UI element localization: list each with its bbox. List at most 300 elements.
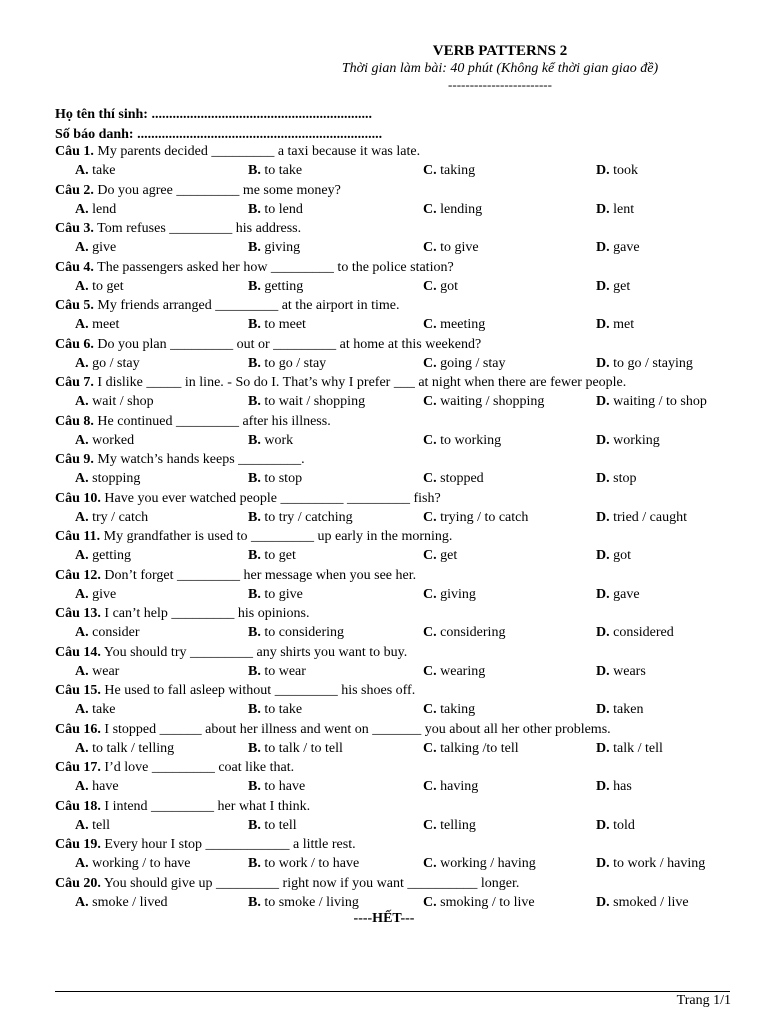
answer-option-d [596, 392, 707, 411]
question-text: Do you agree _________ me some money? [93, 182, 341, 198]
option-text: go / stay [88, 355, 140, 371]
option-letter: A. [75, 625, 89, 641]
question-10 [55, 489, 626, 508]
candidate-info [55, 105, 382, 144]
question-2 [55, 181, 626, 200]
question-17 [55, 758, 626, 777]
answer-option-b [248, 739, 343, 758]
option-text: smoke / lived [88, 894, 168, 910]
option-letter: A. [75, 663, 89, 679]
option-text: to talk / telling [88, 740, 175, 756]
answer-option-b [248, 469, 302, 488]
question-6 [55, 335, 626, 354]
option-letter: B. [248, 702, 261, 718]
answer-option-d [596, 354, 693, 373]
footer-rule [55, 991, 730, 992]
option-text: to considering [260, 625, 345, 641]
question-text: Don’t forget _________ her message when you see her. [100, 567, 417, 583]
option-text: has [609, 779, 632, 795]
option-letter: D. [596, 702, 610, 718]
option-text: work [260, 432, 294, 448]
option-letter: D. [596, 856, 610, 872]
answer-options [55, 315, 635, 334]
end-marker: ----HẾT--- [353, 911, 415, 926]
question-number: Câu 2. [55, 182, 94, 198]
option-letter: D. [596, 663, 610, 679]
answer-options [55, 161, 639, 180]
option-text: lent [609, 201, 635, 217]
header-divider: ------------------------ [448, 77, 552, 92]
question-12 [55, 566, 626, 585]
candidate-name-line: Họ tên thí sinh: ............................................................... [55, 107, 372, 122]
option-text: have [88, 779, 119, 795]
question-number: Câu 10. [55, 490, 101, 506]
answer-option-b [248, 546, 296, 565]
question-number: Câu 20. [55, 875, 101, 891]
option-letter: A. [75, 856, 89, 872]
option-letter: A. [75, 394, 89, 410]
answer-option-c [423, 200, 482, 219]
answer-option-a [75, 662, 119, 681]
option-text: getting [88, 548, 132, 564]
answer-option-c [423, 777, 478, 796]
question-number: Câu 9. [55, 452, 94, 467]
option-letter: C. [423, 394, 437, 410]
answer-option-c [423, 469, 484, 488]
option-letter: D. [596, 240, 610, 256]
answer-options [55, 200, 635, 219]
answer-option-c [423, 623, 505, 642]
question-text: I intend _________ her what I think. [100, 798, 311, 814]
option-letter: A. [75, 702, 89, 718]
option-text: took [609, 163, 639, 179]
answer-option-a [75, 585, 116, 604]
option-text: get [436, 548, 458, 564]
answer-option-c [423, 277, 458, 296]
question-number: Câu 3. [55, 221, 94, 236]
answer-option-c [423, 585, 476, 604]
option-text: try / catch [88, 509, 149, 525]
answer-option-d [596, 200, 634, 219]
option-text: to working [436, 432, 502, 448]
option-text: give [88, 240, 117, 256]
option-letter: A. [75, 548, 89, 564]
answer-option-b [248, 392, 365, 411]
question-number: Câu 8. [55, 413, 94, 429]
option-text: lending [436, 201, 483, 217]
option-letter: B. [248, 240, 261, 256]
option-letter: B. [248, 163, 261, 179]
option-text: working / having [436, 856, 536, 872]
option-letter: B. [248, 471, 261, 487]
answer-option-a [75, 200, 116, 219]
answer-option-d [596, 469, 636, 488]
option-text: waiting / to shop [609, 394, 707, 410]
question-text: I dislike _____ in line. - So do I. That’s why I prefer ___ at night when there are fewer people. [93, 375, 627, 390]
question-number: Câu 15. [55, 683, 101, 698]
answer-option-d [596, 315, 634, 334]
question-11 [55, 527, 626, 546]
answer-options [55, 546, 632, 565]
answer-option-d [596, 816, 635, 835]
option-letter: C. [423, 278, 437, 294]
answer-option-c [423, 816, 476, 835]
option-text: to talk / to tell [260, 740, 343, 756]
option-letter: C. [423, 740, 437, 756]
option-text: talk / tell [609, 740, 663, 756]
option-letter: C. [423, 779, 437, 795]
candidate-id-line: Số báo danh: ...................................................................... [55, 126, 383, 142]
option-letter: D. [596, 586, 610, 602]
option-letter: D. [596, 740, 610, 756]
option-letter: B. [248, 548, 261, 564]
answer-options [55, 469, 637, 488]
answer-option-d [596, 700, 643, 719]
option-text: get [609, 278, 631, 294]
answer-option-c [423, 662, 485, 681]
answer-option-b [248, 662, 306, 681]
option-text: to smoke / living [260, 894, 359, 910]
option-text: to work / having [609, 856, 706, 872]
option-letter: C. [423, 201, 437, 217]
question-19 [55, 835, 626, 854]
question-3 [55, 219, 626, 238]
option-text: to get [260, 548, 296, 564]
option-letter: C. [423, 317, 437, 333]
option-text: working / to have [88, 856, 191, 872]
option-letter: B. [248, 317, 261, 333]
option-letter: C. [423, 548, 437, 564]
question-4 [55, 258, 626, 277]
answer-option-a [75, 238, 116, 257]
option-text: trying / to catch [436, 509, 529, 525]
answer-option-d [596, 277, 630, 296]
answer-option-d [596, 546, 631, 565]
question-18 [55, 797, 626, 816]
option-letter: A. [75, 894, 89, 910]
option-text: smoking / to live [436, 894, 535, 910]
question-text: You should give up _________ right now if you want __________ longer. [100, 875, 520, 891]
option-letter: B. [248, 856, 261, 872]
question-number: Câu 5. [55, 298, 94, 313]
option-text: giving [436, 586, 476, 602]
exam-duration: Thời gian làm bài: 40 phút (Không kể thời gian giao đề) [341, 61, 659, 76]
answer-option-c [423, 161, 475, 180]
answer-option-a [75, 739, 174, 758]
question-text: My friends arranged _________ at the airport in time. [93, 298, 400, 313]
answer-option-d [596, 739, 663, 758]
option-letter: A. [75, 163, 89, 179]
exam-header [280, 42, 720, 92]
question-number: Câu 14. [55, 644, 101, 660]
question-20 [55, 874, 626, 893]
answer-option-b [248, 238, 300, 257]
option-text: take [88, 702, 116, 718]
answer-option-b [248, 854, 359, 873]
answer-option-d [596, 238, 640, 257]
option-text: to work / to have [260, 856, 360, 872]
option-text: to go / staying [609, 355, 693, 371]
answer-option-a [75, 431, 134, 450]
question-1 [55, 142, 626, 161]
question-text: Tom refuses _________ his address. [93, 221, 302, 236]
option-letter: B. [248, 894, 261, 910]
question-text: My parents decided _________ a taxi because it was late. [93, 144, 421, 159]
option-text: taking [436, 702, 476, 718]
option-text: wait / shop [88, 394, 154, 410]
option-letter: B. [248, 817, 261, 833]
question-text: I’d love _________ coat like that. [100, 760, 295, 775]
answer-option-d [596, 777, 632, 796]
option-text: give [88, 586, 117, 602]
option-letter: D. [596, 355, 610, 371]
option-text: to wait / shopping [260, 394, 366, 410]
answer-option-b [248, 431, 293, 450]
question-text: My watch’s hands keeps _________. [93, 452, 305, 467]
answer-options [55, 508, 687, 527]
question-5 [55, 296, 626, 315]
answer-option-a [75, 854, 191, 873]
question-16 [55, 720, 626, 739]
option-letter: A. [75, 779, 89, 795]
option-text: to tell [260, 817, 297, 833]
question-number: Câu 17. [55, 760, 101, 775]
option-letter: A. [75, 586, 89, 602]
option-text: meet [88, 317, 120, 333]
question-number: Câu 12. [55, 567, 101, 583]
answer-options [55, 392, 707, 411]
answer-option-a [75, 893, 168, 912]
answer-option-d [596, 893, 689, 912]
option-letter: D. [596, 471, 610, 487]
question-number: Câu 19. [55, 837, 101, 852]
page-number: Trang 1/1 [676, 993, 731, 1008]
answer-option-b [248, 700, 302, 719]
question-number: Câu 13. [55, 606, 101, 621]
answer-options [55, 893, 689, 912]
option-letter: C. [423, 432, 437, 448]
option-letter: C. [423, 625, 437, 641]
option-letter: B. [248, 625, 261, 641]
answer-option-a [75, 354, 140, 373]
answer-options [55, 623, 674, 642]
option-text: to meet [260, 317, 306, 333]
answer-option-c [423, 392, 544, 411]
answer-option-a [75, 816, 110, 835]
option-text: consider [88, 625, 140, 641]
answer-option-d [596, 623, 674, 642]
option-letter: C. [423, 163, 437, 179]
option-letter: B. [248, 663, 261, 679]
option-text: to stop [260, 471, 303, 487]
answer-option-b [248, 777, 305, 796]
option-text: considered [609, 625, 674, 641]
option-text: giving [260, 240, 301, 256]
option-text: waiting / shopping [436, 394, 545, 410]
answer-option-b [248, 585, 303, 604]
answer-option-d [596, 585, 640, 604]
option-letter: C. [423, 471, 437, 487]
question-14 [55, 643, 626, 662]
exam-title: VERB PATTERNS 2 [432, 43, 568, 59]
option-letter: B. [248, 432, 261, 448]
answer-option-d [596, 161, 638, 180]
option-letter: C. [423, 856, 437, 872]
option-text: wears [609, 663, 646, 679]
answer-option-a [75, 700, 115, 719]
question-text: Have you ever watched people _________ _________ fish? [100, 490, 441, 506]
option-letter: D. [596, 779, 610, 795]
option-text: to take [260, 702, 303, 718]
question-text: Every hour I stop ____________ a little rest. [100, 837, 356, 852]
option-text: taken [609, 702, 644, 718]
answer-option-a [75, 777, 119, 796]
option-text: gave [609, 586, 640, 602]
option-text: stop [609, 471, 637, 487]
answer-options [55, 777, 632, 796]
option-letter: C. [423, 894, 437, 910]
option-letter: B. [248, 509, 261, 525]
answer-option-b [248, 277, 303, 296]
answer-option-c [423, 431, 501, 450]
option-text: wear [88, 663, 120, 679]
option-text: stopped [436, 471, 484, 487]
answer-option-c [423, 546, 457, 565]
option-text: gave [609, 240, 640, 256]
answer-options [55, 662, 646, 681]
question-text: The passengers asked her how _________ to the police station? [93, 259, 454, 275]
question-7 [55, 373, 626, 392]
option-text: to get [88, 278, 124, 294]
option-letter: D. [596, 201, 610, 217]
answer-option-a [75, 161, 115, 180]
question-number: Câu 6. [55, 336, 94, 352]
answer-options [55, 431, 660, 450]
option-letter: A. [75, 471, 89, 487]
option-letter: C. [423, 509, 437, 525]
option-letter: A. [75, 355, 89, 371]
answer-options [55, 816, 635, 835]
option-letter: B. [248, 278, 261, 294]
option-letter: A. [75, 817, 89, 833]
question-text: He continued _________ after his illness. [93, 413, 331, 429]
answer-option-a [75, 546, 131, 565]
answer-option-c [423, 238, 479, 257]
answer-option-a [75, 315, 119, 334]
question-text: I can’t help _________ his opinions. [100, 606, 310, 621]
question-number: Câu 7. [55, 375, 94, 390]
answer-option-c [423, 700, 475, 719]
option-text: stopping [88, 471, 141, 487]
question-13 [55, 604, 626, 623]
option-letter: D. [596, 163, 610, 179]
option-text: to try / catching [260, 509, 353, 525]
option-text: telling [436, 817, 476, 833]
answer-options [55, 277, 631, 296]
option-text: to have [260, 779, 306, 795]
option-text: to wear [260, 663, 306, 679]
option-letter: A. [75, 432, 89, 448]
question-number: Câu 18. [55, 798, 101, 814]
question-number: Câu 1. [55, 144, 94, 159]
question-text: He used to fall asleep without _________ his shoes off. [100, 683, 416, 698]
option-letter: B. [248, 779, 261, 795]
answer-option-d [596, 662, 646, 681]
option-text: smoked / live [609, 894, 689, 910]
answer-option-b [248, 161, 302, 180]
option-letter: A. [75, 740, 89, 756]
option-text: wearing [436, 663, 486, 679]
answer-option-a [75, 392, 154, 411]
answer-option-b [248, 508, 353, 527]
question-8 [55, 412, 626, 431]
option-text: lend [88, 201, 117, 217]
answer-option-c [423, 893, 535, 912]
option-letter: D. [596, 894, 610, 910]
option-letter: B. [248, 355, 261, 371]
option-text: meeting [436, 317, 486, 333]
question-text: You should try _________ any shirts you want to buy. [100, 644, 408, 660]
option-letter: D. [596, 625, 610, 641]
answer-option-c [423, 354, 505, 373]
answer-option-c [423, 315, 485, 334]
option-letter: D. [596, 278, 610, 294]
answer-options [55, 585, 640, 604]
option-letter: C. [423, 586, 437, 602]
option-text: worked [88, 432, 135, 448]
answer-option-b [248, 623, 344, 642]
option-text: to give [260, 586, 303, 602]
option-text: getting [260, 278, 304, 294]
option-letter: A. [75, 509, 89, 525]
option-text: working [609, 432, 660, 448]
option-letter: D. [596, 317, 610, 333]
answer-options [55, 354, 693, 373]
question-text: My grandfather is used to _________ up early in the morning. [100, 529, 453, 544]
option-text: having [436, 779, 479, 795]
question-number: Câu 4. [55, 259, 94, 275]
option-text: take [88, 163, 116, 179]
question-list [55, 142, 707, 912]
option-text: tell [88, 817, 111, 833]
option-text: to give [436, 240, 479, 256]
option-text: considering [436, 625, 506, 641]
answer-option-b [248, 315, 306, 334]
question-number: Câu 16. [55, 721, 101, 737]
option-letter: A. [75, 317, 89, 333]
answer-option-b [248, 893, 359, 912]
option-text: taking [436, 163, 476, 179]
answer-option-a [75, 469, 140, 488]
option-text: to go / stay [260, 355, 327, 371]
option-letter: D. [596, 509, 610, 525]
option-letter: D. [596, 817, 610, 833]
question-text: I stopped ______ about her illness and went on _______ you about all her other problems. [100, 721, 611, 737]
option-letter: A. [75, 201, 89, 217]
option-letter: D. [596, 432, 610, 448]
option-letter: C. [423, 702, 437, 718]
answer-option-c [423, 854, 536, 873]
option-letter: D. [596, 394, 610, 410]
answer-option-b [248, 354, 326, 373]
answer-options [55, 700, 644, 719]
option-letter: C. [423, 663, 437, 679]
answer-options [55, 854, 706, 873]
answer-option-d [596, 431, 660, 450]
option-letter: B. [248, 201, 261, 217]
option-text: going / stay [436, 355, 506, 371]
answer-option-b [248, 200, 303, 219]
